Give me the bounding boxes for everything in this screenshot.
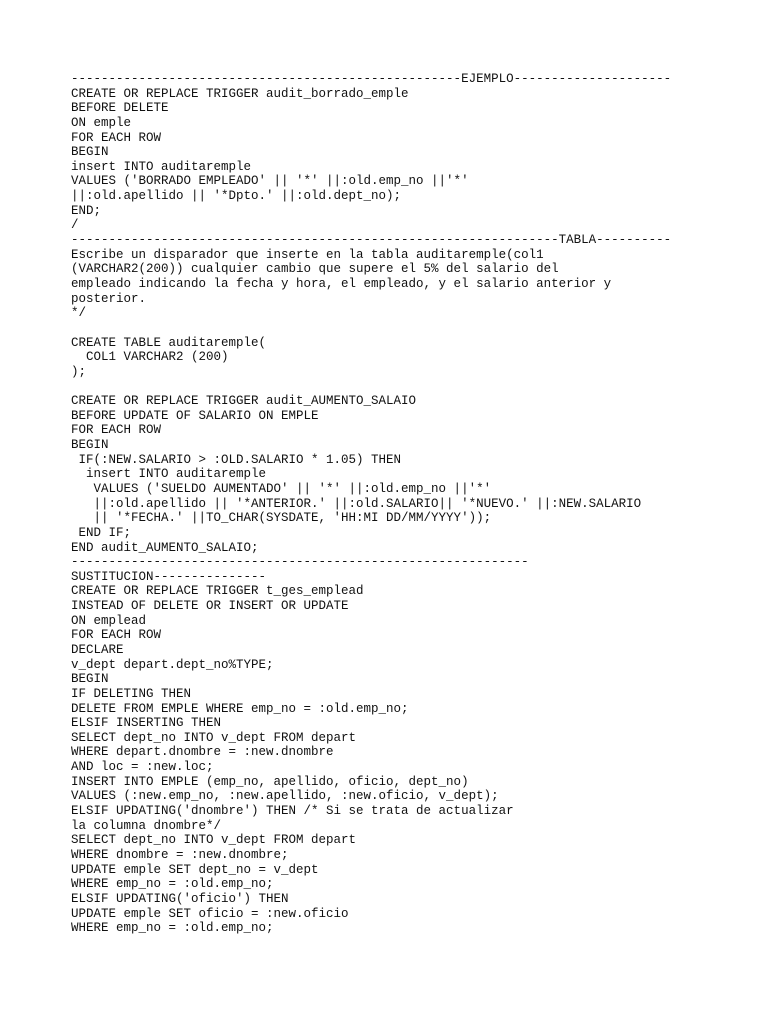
- code-line: CREATE TABLE auditaremple(: [71, 335, 267, 350]
- code-line: VALUES ('BORRADO EMPLEADO' || '*' ||:old.emp_no ||'*': [71, 174, 469, 189]
- code-line: BEGIN: [71, 438, 109, 453]
- code-line: DELETE FROM EMPLE WHERE emp_no = :old.emp_no;: [71, 701, 409, 716]
- code-line: FOR EACH ROW: [71, 423, 162, 438]
- code-line: BEGIN: [71, 672, 109, 687]
- code-line: empleado indicando la fecha y hora, el empleado, y el salario anterior y: [71, 276, 612, 291]
- code-line: UPDATE emple SET oficio = :new.oficio: [71, 906, 349, 921]
- code-line: FOR EACH ROW: [71, 130, 162, 145]
- code-line: /: [71, 218, 79, 233]
- code-line: IF(:NEW.SALARIO > :OLD.SALARIO * 1.05) THEN: [71, 452, 402, 467]
- code-line: */: [71, 306, 87, 321]
- code-line: CREATE OR REPLACE TRIGGER audit_borrado_emple: [71, 86, 409, 101]
- code-line: END IF;: [71, 525, 132, 540]
- code-line: FOR EACH ROW: [71, 628, 162, 643]
- code-line: CREATE OR REPLACE TRIGGER t_ges_emplead: [71, 584, 364, 599]
- code-line: Escribe un disparador que inserte en la tabla auditaremple(col1: [71, 247, 544, 262]
- code-line: ON emplead: [71, 613, 147, 628]
- code-line: ON emple: [71, 115, 132, 130]
- code-line: [71, 321, 751, 336]
- code-line: posterior.: [71, 291, 147, 306]
- code-line: WHERE emp_no = :old.emp_no;: [71, 877, 274, 892]
- code-line: SELECT dept_no INTO v_dept FROM depart: [71, 833, 357, 848]
- code-line: BEFORE UPDATE OF SALARIO ON EMPLE: [71, 408, 319, 423]
- code-line: END;: [71, 203, 102, 218]
- code-line: insert INTO auditaremple: [71, 159, 252, 174]
- code-line: END audit_AUMENTO_SALAIO;: [71, 540, 259, 555]
- code-line: -----------------------------------------------------------------TABLA----------: [71, 233, 672, 248]
- code-line: insert INTO auditaremple: [71, 467, 267, 482]
- code-line: DECLARE: [71, 642, 124, 657]
- code-line: COL1 VARCHAR2 (200): [71, 350, 229, 365]
- code-line: -------------------------------------------------------------: [71, 555, 529, 570]
- code-line: WHERE depart.dnombre = :new.dnombre: [71, 745, 334, 760]
- code-line: ELSIF INSERTING THEN: [71, 716, 222, 731]
- code-line: INSERT INTO EMPLE (emp_no, apellido, oficio, dept_no): [71, 774, 469, 789]
- code-line: IF DELETING THEN: [71, 686, 192, 701]
- code-line: ELSIF UPDATING('dnombre') THEN /* Si se trata de actualizar: [71, 804, 514, 819]
- code-line: VALUES (:new.emp_no, :new.apellido, :new.oficio, v_dept);: [71, 789, 499, 804]
- code-line: [71, 379, 751, 394]
- document-page: [71, 72, 751, 936]
- code-line: ----------------------------------------------------EJEMPLO---------------------: [71, 72, 672, 86]
- code-line: ||:old.apellido || '*ANTERIOR.' ||:old.SALARIO|| '*NUEVO.' ||:NEW.SALARIO: [71, 496, 642, 511]
- code-line: la columna dnombre*/: [71, 818, 222, 833]
- code-line: );: [71, 364, 87, 379]
- code-line: WHERE dnombre = :new.dnombre;: [71, 847, 289, 862]
- code-line: AND loc = :new.loc;: [71, 760, 214, 775]
- code-line: VALUES ('SUELDO AUMENTADO' || '*' ||:old.emp_no ||'*': [71, 481, 492, 496]
- code-line: WHERE emp_no = :old.emp_no;: [71, 921, 274, 936]
- code-line: BEGIN: [71, 145, 109, 160]
- code-line: UPDATE emple SET dept_no = v_dept: [71, 862, 319, 877]
- code-line: ELSIF UPDATING('oficio') THEN: [71, 891, 289, 906]
- code-line: SELECT dept_no INTO v_dept FROM depart: [71, 730, 357, 745]
- code-line: || '*FECHA.' ||TO_CHAR(SYSDATE, 'HH:MI DD/MM/YYYY'));: [71, 511, 492, 526]
- code-line: SUSTITUCION---------------: [71, 569, 267, 584]
- code-line: INSTEAD OF DELETE OR INSERT OR UPDATE: [71, 599, 349, 614]
- code-line: (VARCHAR2(200)) cualquier cambio que supere el 5% del salario del: [71, 262, 559, 277]
- code-line: BEFORE DELETE: [71, 101, 169, 116]
- code-line: CREATE OR REPLACE TRIGGER audit_AUMENTO_SALAIO: [71, 394, 417, 409]
- code-line: v_dept depart.dept_no%TYPE;: [71, 657, 274, 672]
- code-line: ||:old.apellido || '*Dpto.' ||:old.dept_no);: [71, 189, 402, 204]
